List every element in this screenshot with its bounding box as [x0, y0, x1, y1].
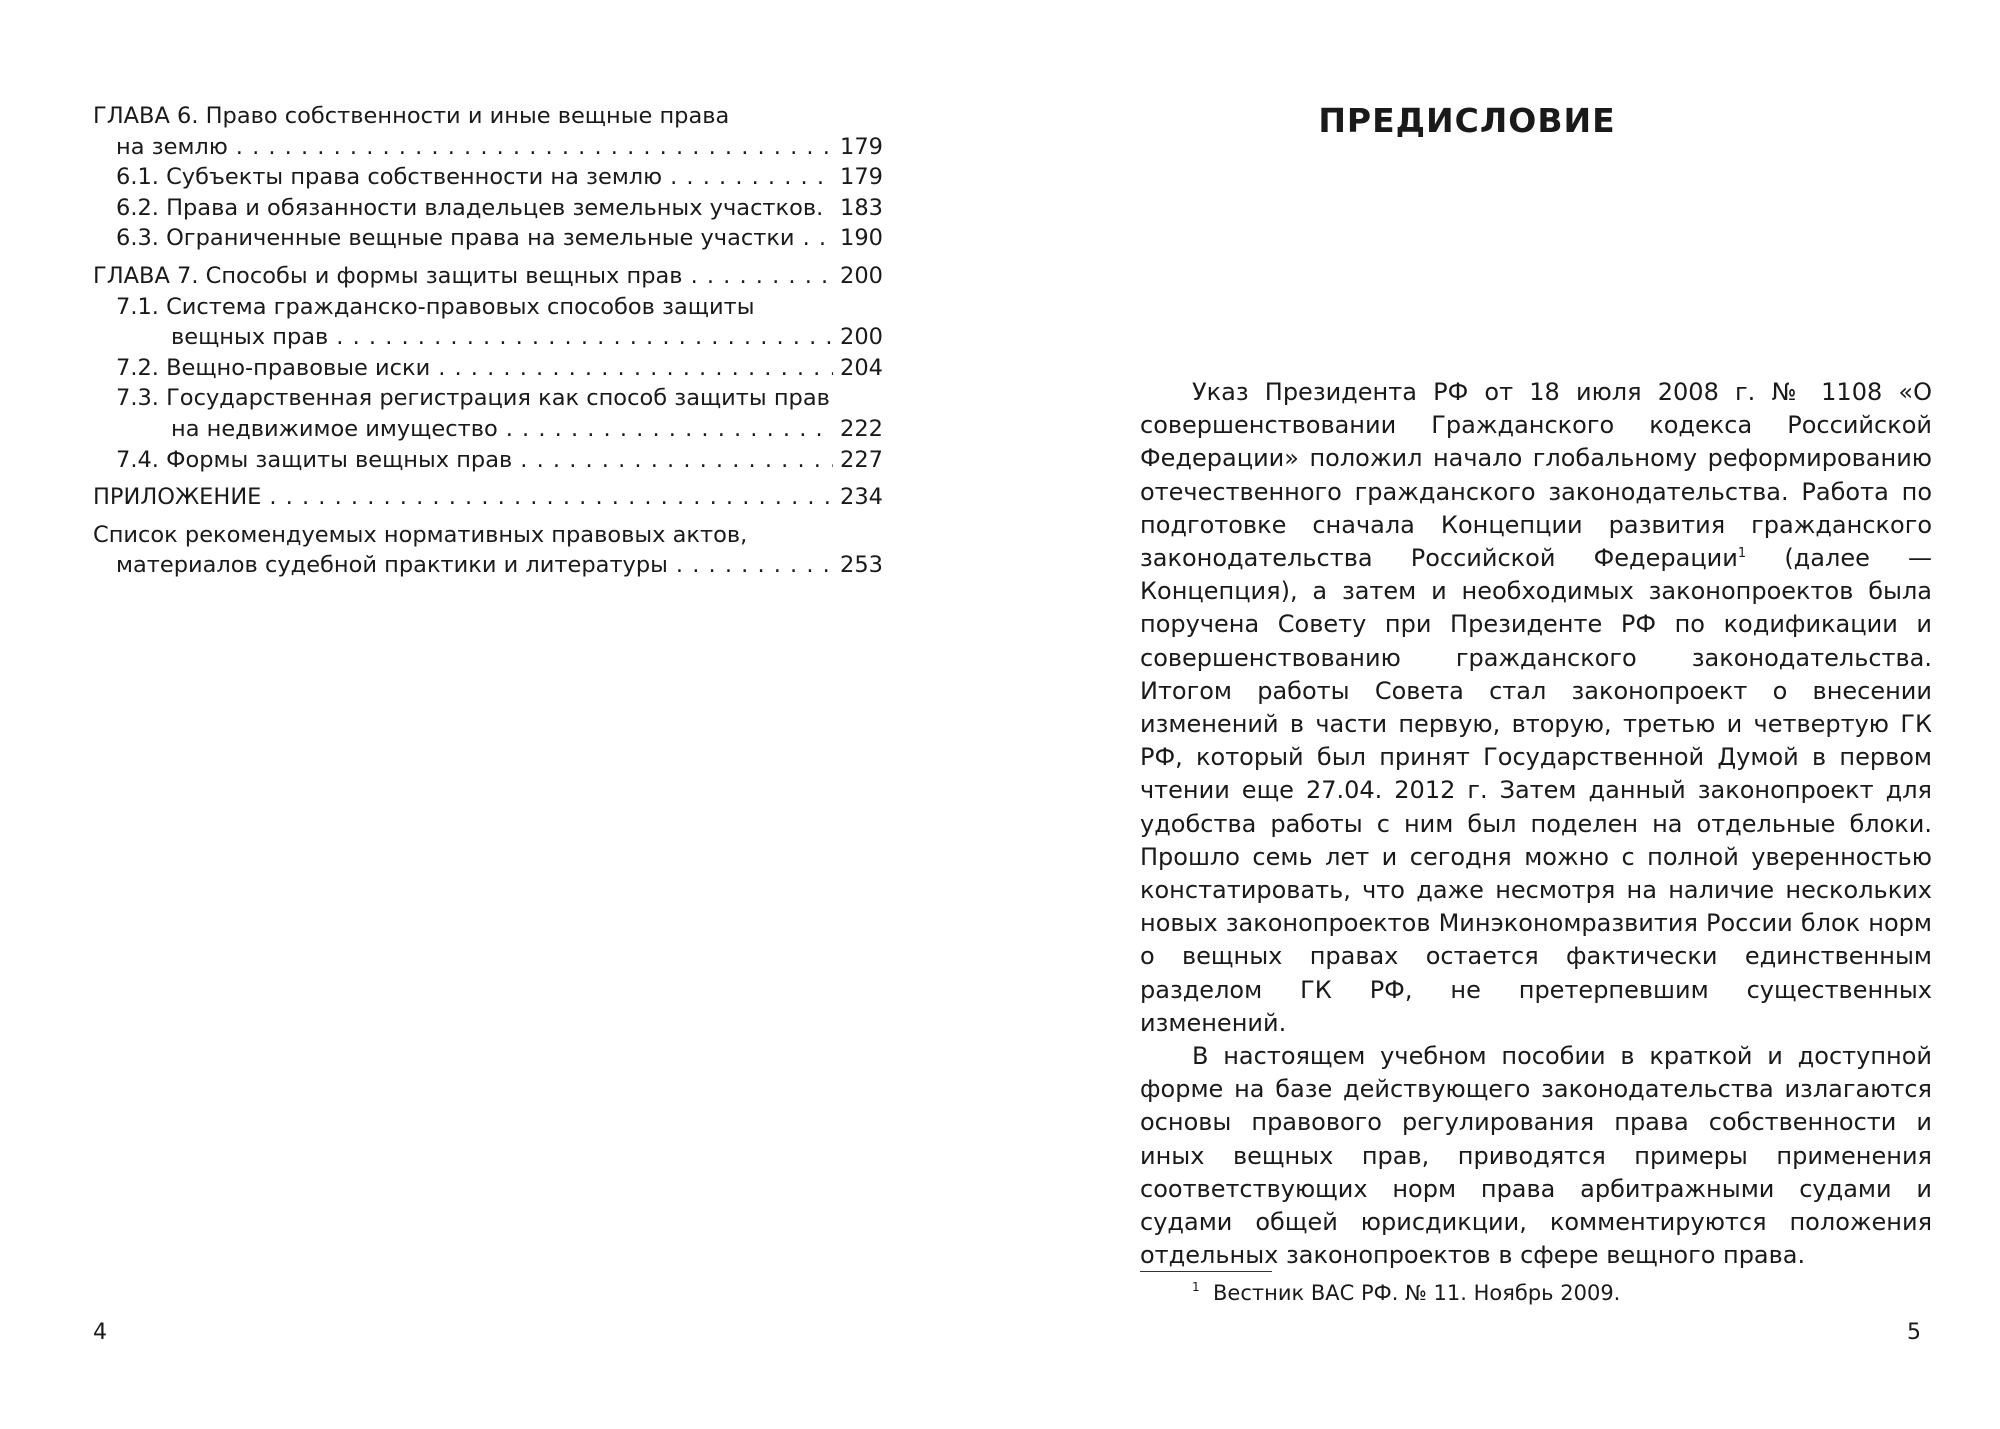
- dot-leader: [506, 414, 833, 445]
- dot-leader: [803, 223, 833, 254]
- toc-page-number: 200: [840, 262, 883, 289]
- toc-page-number: 222: [840, 415, 883, 442]
- toc-entry-text: 7.3. Государственная регистрация как способ защиты прав: [116, 385, 830, 412]
- dot-leader: [336, 322, 833, 353]
- toc-page-number: 253: [840, 552, 883, 579]
- toc-entry-chapter-6-cont[interactable]: [93, 132, 883, 163]
- toc-page-number: 190: [840, 225, 883, 252]
- toc-entry-literature[interactable]: [93, 520, 883, 551]
- toc-entry-chapter-7[interactable]: [93, 261, 883, 292]
- toc-entry-appendix[interactable]: [93, 482, 883, 513]
- dot-leader: [676, 550, 833, 581]
- toc-entry-text: на землю: [116, 133, 228, 160]
- toc-entry-text: 6.2. Права и обязанности владельцев земельных участков.: [116, 194, 824, 221]
- toc-entry-text: Список рекомендуемых нормативных правовых актов,: [93, 521, 748, 548]
- toc-page-number: 179: [840, 133, 883, 160]
- toc-entry-6-2[interactable]: [93, 193, 883, 224]
- dot-leader: [269, 482, 833, 513]
- footnote-number: 1: [1192, 1280, 1200, 1294]
- footnote: [1192, 1281, 1620, 1305]
- right-page: [1000, 0, 2000, 1429]
- dot-leader: [438, 353, 833, 384]
- toc-entry-7-3[interactable]: [93, 383, 883, 414]
- footnote-text: Вестник ВАС РФ. № 11. Ноябрь 2009.: [1213, 1281, 1621, 1305]
- toc-entry-literature-cont[interactable]: [93, 550, 883, 581]
- toc-entry-text: на недвижимое имущество: [171, 415, 498, 442]
- dot-leader: [520, 445, 833, 476]
- toc-entry-7-3-cont[interactable]: [93, 414, 883, 445]
- dot-leader: [670, 162, 833, 193]
- toc-page-number: 179: [840, 164, 883, 191]
- toc-page-number: 204: [840, 354, 883, 381]
- toc-entry-7-1[interactable]: [93, 292, 883, 323]
- table-of-contents: [93, 101, 883, 581]
- toc-entry-text: 7.2. Вещно-правовые иски: [116, 354, 431, 381]
- toc-entry-text: материалов судебной практики и литературы: [116, 552, 668, 579]
- toc-entry-7-4[interactable]: [93, 445, 883, 476]
- toc-entry-text: 6.3. Ограниченные вещные права на земельные участки: [116, 225, 795, 252]
- toc-page-number: 183: [840, 194, 883, 221]
- preface-body: [1140, 376, 1932, 1272]
- paragraph-text: (далее — Концепция), а затем и необходимых законопроектов была поручена Совету при Президенте РФ по кодификации и совершенствованию гражданского законодательства. Итогом работы Совета стал законопроект о внесении изменений в части первую, вторую, третью и четвертую ГК РФ, который был принят Государственной Думой в первом чтении еще 27.04. 2012 г. Затем данный законопроект для удобства работы с ним был поделен на отдельные блоки. Прошло семь лет и сегодня можно с полной уверенностью констатировать, что даже несмотря на наличие нескольких новых законопроектов Минэкономразвития России блок норм о вещных правах остается фактически единственным разделом ГК РФ, не претерпевшим существенных изменений.: [1140, 544, 1933, 1037]
- toc-page-number: 234: [840, 484, 883, 511]
- toc-entry-7-1-cont[interactable]: [93, 322, 883, 353]
- toc-page-number: 227: [840, 446, 883, 473]
- toc-page-number: 200: [840, 324, 883, 351]
- toc-entry-6-1[interactable]: [93, 162, 883, 193]
- toc-entry-text: ГЛАВА 7. Способы и формы защиты вещных прав: [93, 262, 683, 289]
- footnote-marker[interactable]: 1: [1737, 546, 1747, 562]
- dot-leader: [691, 261, 833, 292]
- page-number: 4: [93, 1320, 107, 1345]
- paragraph-1: [1140, 376, 1932, 1040]
- dot-leader: [831, 193, 833, 224]
- dot-leader: [236, 132, 833, 163]
- toc-entry-text: ГЛАВА 6. Право собственности и иные вещные права: [93, 103, 730, 129]
- page-title: ПРЕДИСЛОВИЕ: [1318, 101, 1616, 140]
- toc-entry-text: ПРИЛОЖЕНИЕ: [93, 484, 262, 511]
- paragraph-text: Указ Президента РФ от 18 июля 2008 г. № 1108 «О совершенствовании Гражданского кодекса Российской Федерации» положил начало глобальному реформированию отечественного гражданского законодательства. Работа по подготовке сначала Концепции развития гражданского законодательства Российской Федерации: [1140, 378, 1932, 573]
- toc-entry-text: 7.1. Система гражданско-правовых способов защиты: [116, 293, 755, 320]
- paragraph-2: В настоящем учебном пособии в краткой и доступной форме на базе действующего законодательства излагаются основы правового регулирования права собственности и иных вещных прав, приводятся примеры применения соответствующих норм права арбитражными судами и судами общей юрисдикции, комментируются положения отдельных законопроектов в сфере вещного права.: [1140, 1042, 1932, 1270]
- toc-entry-6-3[interactable]: [93, 223, 883, 254]
- toc-entry-text: 7.4. Формы защиты вещных прав: [116, 446, 513, 473]
- toc-entry-7-2[interactable]: [93, 353, 883, 384]
- footnote-divider: [1140, 1271, 1272, 1272]
- toc-entry-text: вещных прав: [171, 324, 329, 351]
- toc-entry-chapter-6[interactable]: [93, 101, 883, 132]
- toc-entry-text: 6.1. Субъекты права собственности на землю: [116, 164, 663, 191]
- page-number: 5: [1907, 1320, 1921, 1345]
